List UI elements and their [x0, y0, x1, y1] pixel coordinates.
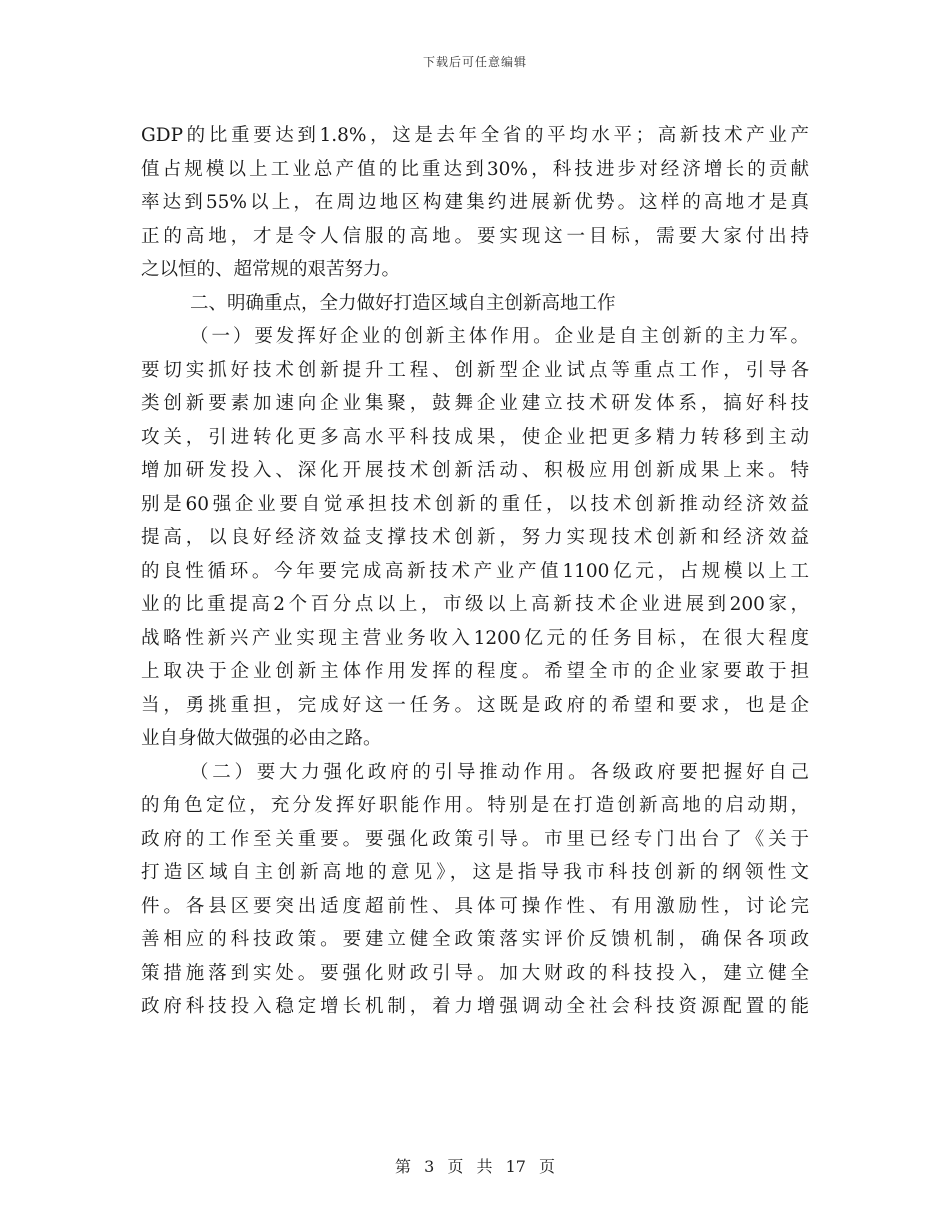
text-line: 业自身做大做强的必由之路。	[141, 728, 382, 749]
document-body	[141, 119, 809, 1024]
text-line: 政府的工作至关重要。要强化政策引导。市里已经专门出台了《关于	[141, 828, 809, 850]
text-line: 当，勇挑重担，完成好这一任务。这既是政府的希望和要求，也是企	[141, 694, 809, 716]
text-line: 二、明确重点，全力做好打造区域自主创新高地工作	[190, 292, 616, 314]
text-line: GDP的比重要达到1.8%，这是去年全省的平均水平；高新技术产业产	[141, 125, 809, 146]
text-line: 件。各县区要突出适度超前性、具体可操作性、有用激励性，讨论完	[141, 895, 809, 917]
text-line: 类创新要素加速向企业集聚，鼓舞企业建立技术研发体系，搞好科技	[141, 393, 809, 414]
text-line: 之以恒的、超常规的艰苦努力。	[141, 259, 401, 280]
page-header: 下载后可任意编辑	[422, 55, 527, 69]
text-line: 的良性循环。今年要完成高新技术产业产值1100亿元，占规模以上工	[141, 560, 809, 582]
text-line: 战略性新兴产业实现主营业务收入1200亿元的任务目标，在很大程度	[141, 627, 809, 649]
text-line: 政府科技投入稳定增长机制，着力增强调动全社会科技资源配置的能	[141, 996, 809, 1017]
text-line: 上取决于企业创新主体作用发挥的程度。希望全市的企业家要敢于担	[141, 661, 809, 682]
text-line: 值占规模以上工业总产值的比重达到30%，科技进步对经济增长的贡献	[141, 158, 809, 180]
text-line: 率达到55%以上，在周边地区构建集约进展新优势。这样的高地才是真	[141, 192, 809, 213]
footer-prefix: 第	[394, 1157, 411, 1176]
footer-page-label: 页	[447, 1157, 464, 1176]
text-line: 别是60强企业要自觉承担技术创新的重任，以技术创新推动经济效益	[141, 493, 809, 515]
text-line: 打造区域自主创新高地的意见》，这是指导我市科技创新的纲领性文	[141, 862, 809, 883]
footer-suffix: 页	[539, 1157, 556, 1176]
text-line: 业的比重提高2个百分点以上，市级以上高新技术企业进展到200家，	[141, 594, 809, 615]
text-line: 要切实抓好技术创新提升工程、创新型企业试点等重点工作，引导各	[141, 359, 809, 381]
text-line: 善相应的科技政策。要建立健全政策落实评价反馈机制，确保各项政	[141, 929, 809, 950]
text-line: （一）要发挥好企业的创新主体作用。企业是自主创新的主力军。	[190, 326, 809, 347]
text-line: 增加研发投入、深化开展技术创新活动、积极应用创新成果上来。特	[141, 460, 809, 481]
current-page-number: 3	[424, 1157, 435, 1176]
text-line: 正的高地，才是令人信服的高地。要实现这一目标，需要大家付出持	[141, 225, 809, 247]
text-line: 的角色定位，充分发挥好职能作用。特别是在打造创新高地的启动期，	[141, 795, 809, 816]
text-line: 攻关，引进转化更多高水平科技成果，使企业把更多精力转移到主动	[141, 426, 809, 448]
text-line: 策措施落到实处。要强化财政引导。加大财政的科技投入，建立健全	[141, 962, 809, 984]
total-pages-number: 17	[505, 1157, 526, 1176]
text-line: （二）要大力强化政府的引导推动作用。各级政府要把握好自己	[190, 761, 809, 783]
page-footer	[0, 1154, 950, 1177]
footer-total-label: 共	[476, 1157, 493, 1176]
text-line: 提高，以良好经济效益支撑技术创新，努力实现技术创新和经济效益	[141, 527, 809, 548]
